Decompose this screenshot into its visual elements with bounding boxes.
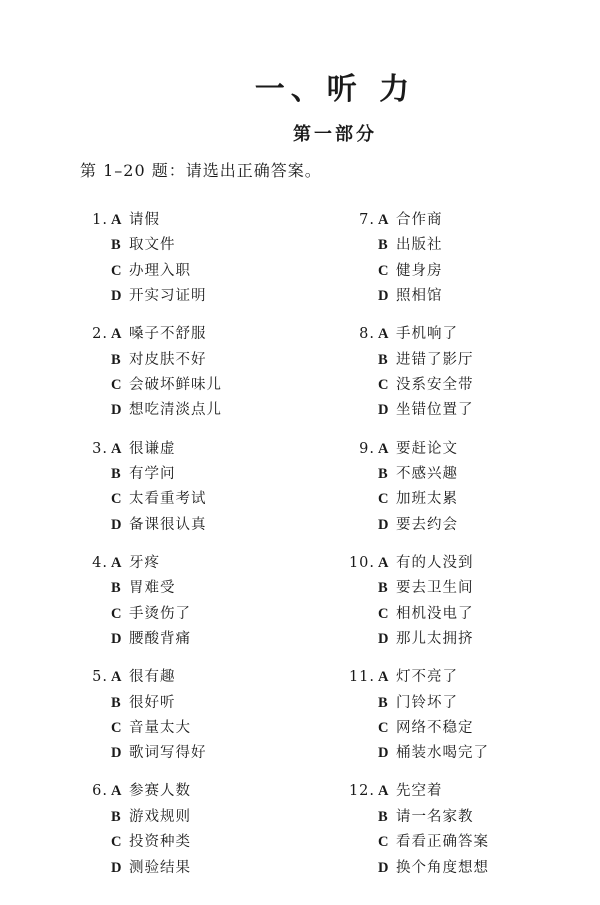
option-text: 门铃坏了 bbox=[396, 694, 458, 711]
answer-option[interactable] bbox=[80, 233, 310, 258]
option-text: 游戏规则 bbox=[129, 808, 191, 825]
option-text: 换个角度想想 bbox=[396, 859, 489, 876]
question-item bbox=[345, 322, 575, 436]
question-item bbox=[80, 437, 310, 551]
answer-option[interactable] bbox=[80, 284, 310, 309]
option-text: 想吃清淡点儿 bbox=[129, 402, 222, 419]
answer-option[interactable] bbox=[80, 513, 310, 538]
option-letter: B bbox=[378, 351, 389, 368]
answer-option[interactable] bbox=[80, 830, 310, 855]
option-letter: A bbox=[111, 212, 123, 228]
option-text: 要去约会 bbox=[396, 516, 458, 533]
option-text: 会破坏鲜味儿 bbox=[129, 377, 222, 394]
option-text: 对皮肤不好 bbox=[129, 351, 207, 368]
option-text: 很好听 bbox=[129, 694, 176, 711]
option-letter: C bbox=[111, 377, 123, 394]
option-letter: C bbox=[111, 719, 123, 736]
answer-option[interactable] bbox=[345, 437, 575, 462]
option-letter: B bbox=[111, 580, 122, 597]
option-letter: C bbox=[378, 491, 390, 508]
option-text: 进错了影厅 bbox=[396, 351, 474, 368]
option-text: 要去卫生间 bbox=[396, 580, 474, 597]
option-text: 手烫伤了 bbox=[129, 605, 191, 622]
option-letter: B bbox=[378, 808, 389, 825]
option-text: 照相馆 bbox=[396, 288, 443, 305]
answer-option[interactable] bbox=[80, 348, 310, 373]
option-text: 没系安全带 bbox=[396, 377, 474, 394]
option-text: 歌词写得好 bbox=[129, 745, 207, 762]
option-letter: D bbox=[111, 745, 123, 762]
option-letter: B bbox=[378, 237, 389, 254]
option-letter: A bbox=[111, 554, 123, 571]
option-text: 要赶论文 bbox=[396, 440, 458, 457]
answer-option[interactable] bbox=[80, 373, 310, 398]
option-text: 看看正确答案 bbox=[396, 834, 489, 851]
question-number: 2. bbox=[92, 326, 108, 343]
answer-option[interactable] bbox=[80, 602, 310, 627]
question-number: 9. bbox=[359, 440, 375, 457]
option-letter: B bbox=[378, 694, 389, 711]
option-letter: A bbox=[111, 669, 123, 686]
option-text: 办理入职 bbox=[129, 262, 191, 279]
option-letter: B bbox=[111, 351, 122, 368]
option-letter: A bbox=[378, 783, 390, 800]
answer-option[interactable] bbox=[80, 576, 310, 601]
answer-option[interactable] bbox=[80, 856, 310, 881]
answer-option[interactable] bbox=[345, 551, 575, 576]
question-item bbox=[345, 551, 575, 665]
option-letter: C bbox=[378, 377, 390, 394]
answer-option[interactable] bbox=[345, 830, 575, 855]
answer-option[interactable] bbox=[345, 208, 575, 233]
option-letter: D bbox=[111, 288, 123, 305]
answer-option[interactable] bbox=[80, 627, 310, 652]
section-subtitle: 第一部分 bbox=[293, 124, 377, 145]
option-letter: D bbox=[111, 402, 123, 419]
answer-option[interactable] bbox=[345, 513, 575, 538]
answer-option[interactable] bbox=[80, 259, 310, 284]
option-letter: D bbox=[378, 745, 390, 762]
option-letter: A bbox=[378, 554, 390, 571]
answer-option[interactable] bbox=[345, 716, 575, 741]
answer-option[interactable] bbox=[345, 398, 575, 423]
answer-option[interactable] bbox=[345, 856, 575, 881]
answer-option[interactable] bbox=[345, 805, 575, 830]
question-number: 6. bbox=[92, 783, 108, 800]
option-letter: C bbox=[378, 834, 390, 851]
option-letter: B bbox=[111, 237, 122, 254]
option-letter: A bbox=[378, 440, 390, 457]
option-letter: D bbox=[378, 631, 390, 648]
option-letter: A bbox=[111, 783, 123, 800]
question-number: 11. bbox=[348, 669, 375, 686]
option-text: 很有趣 bbox=[129, 669, 176, 686]
option-letter: B bbox=[378, 465, 389, 482]
answer-option[interactable] bbox=[345, 462, 575, 487]
question-number: 8. bbox=[359, 326, 375, 343]
page-title: 一、听 力 bbox=[254, 72, 416, 107]
option-text: 手机响了 bbox=[396, 326, 458, 343]
answer-option[interactable] bbox=[345, 602, 575, 627]
answer-option[interactable] bbox=[345, 576, 575, 601]
option-text: 加班太累 bbox=[396, 491, 458, 508]
answer-option[interactable] bbox=[80, 805, 310, 830]
option-letter: B bbox=[378, 580, 389, 597]
answer-option[interactable] bbox=[80, 691, 310, 716]
option-text: 那儿太拥挤 bbox=[396, 631, 474, 648]
option-text: 参赛人数 bbox=[129, 783, 191, 800]
question-number: 12. bbox=[348, 783, 375, 800]
question-item bbox=[345, 779, 575, 893]
option-letter: C bbox=[111, 262, 123, 279]
option-letter: D bbox=[378, 516, 390, 533]
option-text: 合作商 bbox=[396, 212, 443, 228]
option-text: 开实习证明 bbox=[129, 288, 207, 305]
option-text: 桶装水喝完了 bbox=[396, 745, 489, 762]
option-text: 投资种类 bbox=[129, 834, 191, 851]
instruction-text: 第 1–20 题：请选出正确答案。 bbox=[80, 161, 322, 180]
option-letter: A bbox=[378, 212, 390, 228]
question-number: 7. bbox=[359, 212, 375, 228]
question-number: 10. bbox=[348, 554, 375, 571]
option-letter: C bbox=[378, 719, 390, 736]
option-letter: D bbox=[111, 516, 123, 533]
option-text: 有的人没到 bbox=[396, 554, 474, 571]
answer-option[interactable] bbox=[345, 284, 575, 309]
answer-option[interactable] bbox=[80, 741, 310, 766]
option-letter: D bbox=[111, 631, 123, 648]
answer-option[interactable] bbox=[345, 348, 575, 373]
option-text: 健身房 bbox=[396, 262, 443, 279]
option-text: 嗓子不舒服 bbox=[129, 326, 207, 343]
option-letter: D bbox=[378, 859, 390, 876]
option-text: 测验结果 bbox=[129, 859, 191, 876]
option-text: 出版社 bbox=[396, 237, 443, 254]
option-letter: A bbox=[378, 326, 390, 343]
answer-option[interactable] bbox=[80, 437, 310, 462]
question-item bbox=[345, 437, 575, 551]
option-text: 有学问 bbox=[129, 465, 176, 482]
answer-option[interactable] bbox=[80, 487, 310, 512]
answer-option[interactable] bbox=[345, 259, 575, 284]
option-letter: B bbox=[111, 808, 122, 825]
question-number: 3. bbox=[92, 440, 108, 457]
answer-option[interactable] bbox=[345, 665, 575, 690]
option-letter: C bbox=[378, 262, 390, 279]
question-item bbox=[80, 665, 310, 779]
option-text: 请一名家教 bbox=[396, 808, 474, 825]
option-text: 备课很认真 bbox=[129, 516, 207, 533]
option-text: 太看重考试 bbox=[129, 491, 207, 508]
option-text: 胃难受 bbox=[129, 580, 176, 597]
answer-option[interactable] bbox=[80, 398, 310, 423]
answer-option[interactable] bbox=[345, 779, 575, 804]
answer-option[interactable] bbox=[345, 322, 575, 347]
option-text: 很谦虚 bbox=[129, 440, 176, 457]
answer-option[interactable] bbox=[80, 551, 310, 576]
question-column-left bbox=[80, 208, 310, 894]
option-text: 取文件 bbox=[129, 237, 176, 254]
option-text: 坐错位置了 bbox=[396, 402, 474, 419]
question-number: 4. bbox=[92, 554, 108, 571]
answer-option[interactable] bbox=[345, 233, 575, 258]
option-text: 灯不亮了 bbox=[396, 669, 458, 686]
question-item bbox=[80, 322, 310, 436]
option-letter: B bbox=[111, 694, 122, 711]
question-item bbox=[80, 779, 310, 893]
option-letter: B bbox=[111, 465, 122, 482]
question-item bbox=[80, 208, 310, 322]
question-item bbox=[80, 551, 310, 665]
question-number: 5. bbox=[92, 669, 108, 686]
question-item bbox=[345, 665, 575, 779]
answer-option[interactable] bbox=[80, 322, 310, 347]
answer-option[interactable] bbox=[80, 462, 310, 487]
question-column-right bbox=[345, 208, 575, 894]
option-letter: D bbox=[111, 859, 123, 876]
option-text: 腰酸背痛 bbox=[129, 631, 191, 648]
answer-option[interactable] bbox=[345, 487, 575, 512]
option-letter: A bbox=[111, 440, 123, 457]
option-letter: C bbox=[378, 605, 390, 622]
answer-option[interactable] bbox=[345, 627, 575, 652]
answer-option[interactable] bbox=[80, 779, 310, 804]
option-text: 不感兴趣 bbox=[396, 465, 458, 482]
option-letter: A bbox=[378, 669, 390, 686]
answer-option[interactable] bbox=[345, 691, 575, 716]
question-number: 1. bbox=[92, 212, 108, 228]
answer-option[interactable] bbox=[80, 716, 310, 741]
answer-option[interactable] bbox=[80, 208, 310, 233]
answer-option[interactable] bbox=[345, 373, 575, 398]
option-text: 先空着 bbox=[396, 783, 443, 800]
option-letter: C bbox=[111, 834, 123, 851]
option-text: 音量太大 bbox=[129, 719, 191, 736]
option-letter: D bbox=[378, 402, 390, 419]
option-text: 牙疼 bbox=[129, 554, 160, 571]
option-text: 网络不稳定 bbox=[396, 719, 474, 736]
answer-option[interactable] bbox=[80, 665, 310, 690]
option-letter: D bbox=[378, 288, 390, 305]
question-item bbox=[345, 208, 575, 322]
answer-option[interactable] bbox=[345, 741, 575, 766]
option-letter: C bbox=[111, 605, 123, 622]
option-letter: C bbox=[111, 491, 123, 508]
option-text: 相机没电了 bbox=[396, 605, 474, 622]
option-text: 请假 bbox=[129, 212, 160, 228]
option-letter: A bbox=[111, 326, 123, 343]
